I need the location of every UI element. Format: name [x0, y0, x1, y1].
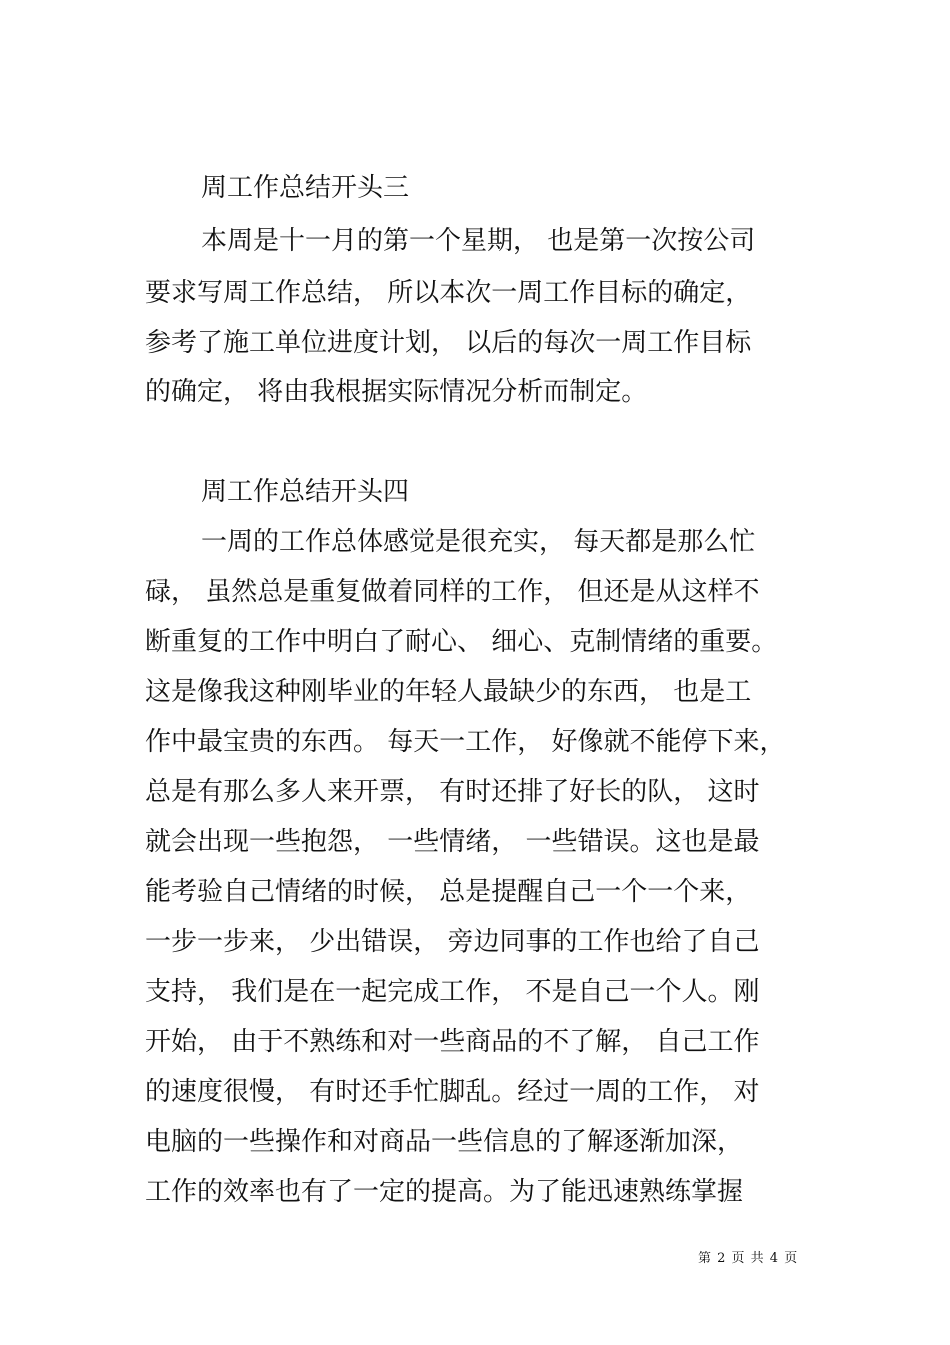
paragraph-line: 开始， 由于不熟练和对一些商品的不了解， 自己工作: [145, 1027, 760, 1057]
paragraph-line: 一步一步来， 少出错误， 旁边同事的工作也给了自己: [145, 927, 760, 957]
section-heading: 周工作总结开头三: [201, 173, 410, 203]
paragraph-line: 就会出现一些抱怨， 一些情绪， 一些错误。这也是最: [145, 827, 760, 857]
paragraph-line: 的速度很慢， 有时还手忙脚乱。经过一周的工作， 对: [145, 1077, 760, 1107]
paragraph-line: 断重复的工作中明白了耐心、 细心、克制情绪的重要。: [145, 627, 778, 657]
paragraph-line: 工作的效率也有了一定的提高。为了能迅速熟练掌握: [145, 1177, 744, 1207]
paragraph-line: 这是像我这种刚毕业的年轻人最缺少的东西， 也是工: [145, 677, 752, 707]
paragraph-line: 一周的工作总体感觉是很充实， 每天都是那么忙: [201, 527, 756, 557]
paragraph-line: 碌， 虽然总是重复做着同样的工作， 但还是从这样不: [145, 577, 760, 607]
paragraph-line: 电脑的一些操作和对商品一些信息的了解逐渐加深，: [145, 1127, 744, 1157]
paragraph-line: 支持， 我们是在一起完成工作， 不是自己一个人。刚: [145, 977, 760, 1007]
paragraph-line: 本周是十一月的第一个星期， 也是第一次按公司: [201, 226, 756, 256]
page-number: 第 2 页 共 4 页: [698, 1251, 799, 1266]
section-heading: 周工作总结开头四: [201, 477, 410, 507]
paragraph-line: 要求写周工作总结， 所以本次一周工作目标的确定，: [145, 278, 752, 308]
paragraph-line: 作中最宝贵的东西。 每天一工作， 好像就不能停下来，: [145, 727, 786, 757]
paragraph-line: 的确定， 将由我根据实际情况分析而制定。: [145, 377, 648, 407]
paragraph-line: 参考了施工单位进度计划， 以后的每次一周工作目标: [145, 328, 752, 358]
paragraph-line: 总是有那么多人来开票， 有时还排了好长的队， 这时: [145, 777, 760, 807]
paragraph-line: 能考验自己情绪的时候， 总是提醒自己一个一个来，: [145, 877, 752, 907]
